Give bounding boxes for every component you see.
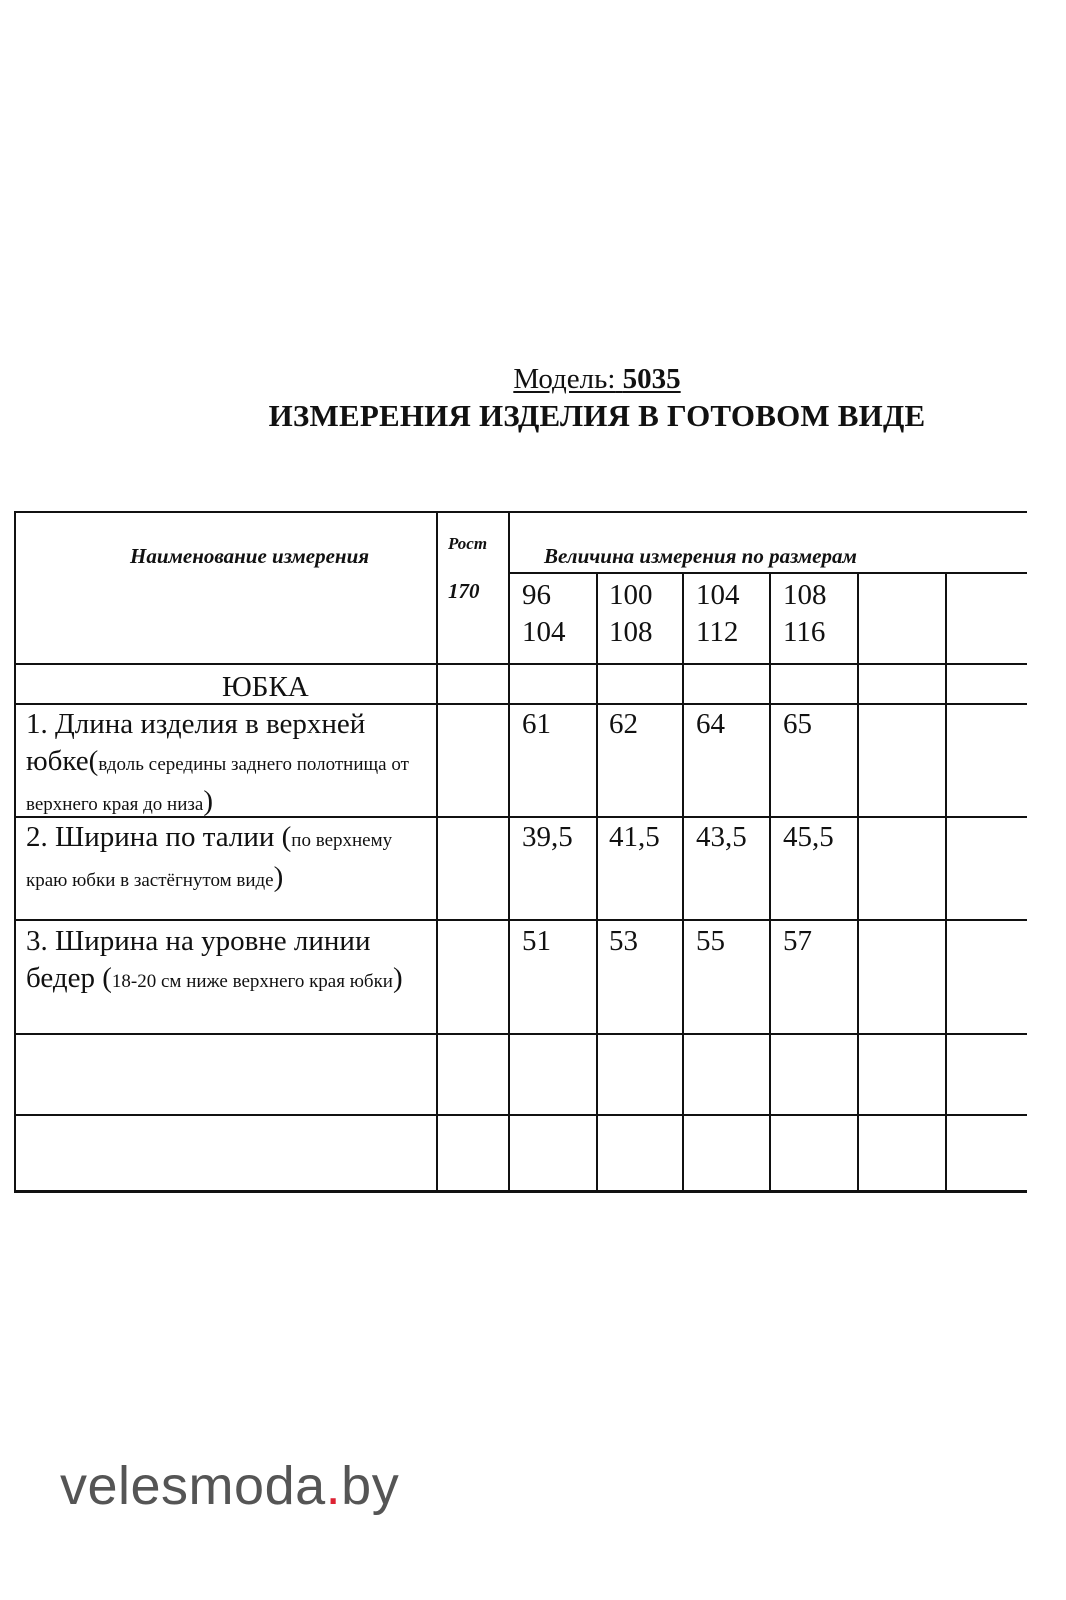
height-col-divider	[508, 511, 510, 1193]
measurement-name: 2. Ширина по талии (по верхнему краю юбки в застёгнутом виде)	[26, 821, 393, 893]
size-header-cell: 100 108	[609, 579, 653, 648]
value-cell: 43,5	[696, 821, 747, 853]
value-cell: 55	[696, 925, 725, 957]
name-col-divider	[436, 511, 438, 1193]
value-cell: 57	[783, 925, 812, 957]
section-bottom-line	[14, 703, 1027, 705]
size-col-divider	[945, 572, 947, 1193]
section-title: ЮБКА	[222, 671, 309, 703]
measurement-name: 3. Ширина на уровне линии бедер (18-20 см ниже верхнего края юбки)	[26, 925, 403, 994]
value-cell: 65	[783, 708, 812, 740]
value-cell: 62	[609, 708, 638, 740]
name-column-header: Наименование измерения	[130, 544, 370, 568]
value-cell: 64	[696, 708, 725, 740]
model-number: 5035	[622, 363, 681, 395]
row-3-bottom-line	[14, 1033, 1027, 1035]
size-header-cell: 108 116	[783, 579, 827, 648]
height-value: 170	[448, 579, 480, 603]
table-border-left	[14, 511, 16, 1193]
height-label: Рост	[448, 534, 488, 553]
header-bottom-line	[14, 663, 1027, 665]
value-cell: 41,5	[609, 821, 660, 853]
value-cell: 39,5	[522, 821, 573, 853]
size-col-divider	[769, 572, 771, 1193]
model-line	[0, 363, 1066, 396]
empty-row-line	[14, 1114, 1027, 1116]
sizes-header-divider	[509, 572, 1027, 574]
table-border-bottom	[14, 1190, 1027, 1193]
size-col-divider	[857, 572, 859, 1193]
sizes-header: Величина измерения по размерам	[544, 544, 857, 568]
value-cell: 53	[609, 925, 638, 957]
model-label: Модель:	[513, 363, 616, 395]
size-col-divider	[596, 572, 598, 1193]
watermark: velesmoda.by	[60, 1456, 400, 1516]
row-2-bottom-line	[14, 919, 1027, 921]
value-cell: 61	[522, 708, 551, 740]
value-cell: 45,5	[783, 821, 834, 853]
measurement-name: 1. Длина изделия в верхней юбке(вдоль середины заднего полотнища от верхнего края до низа)	[26, 708, 409, 817]
size-header-cell: 96 104	[522, 579, 566, 648]
size-col-divider	[682, 572, 684, 1193]
size-header-cell: 104 112	[696, 579, 740, 648]
document-title: ИЗМЕРЕНИЯ ИЗДЕЛИЯ В ГОТОВОМ ВИДЕ	[268, 398, 926, 433]
table-border-top	[14, 511, 1027, 513]
value-cell: 51	[522, 925, 551, 957]
